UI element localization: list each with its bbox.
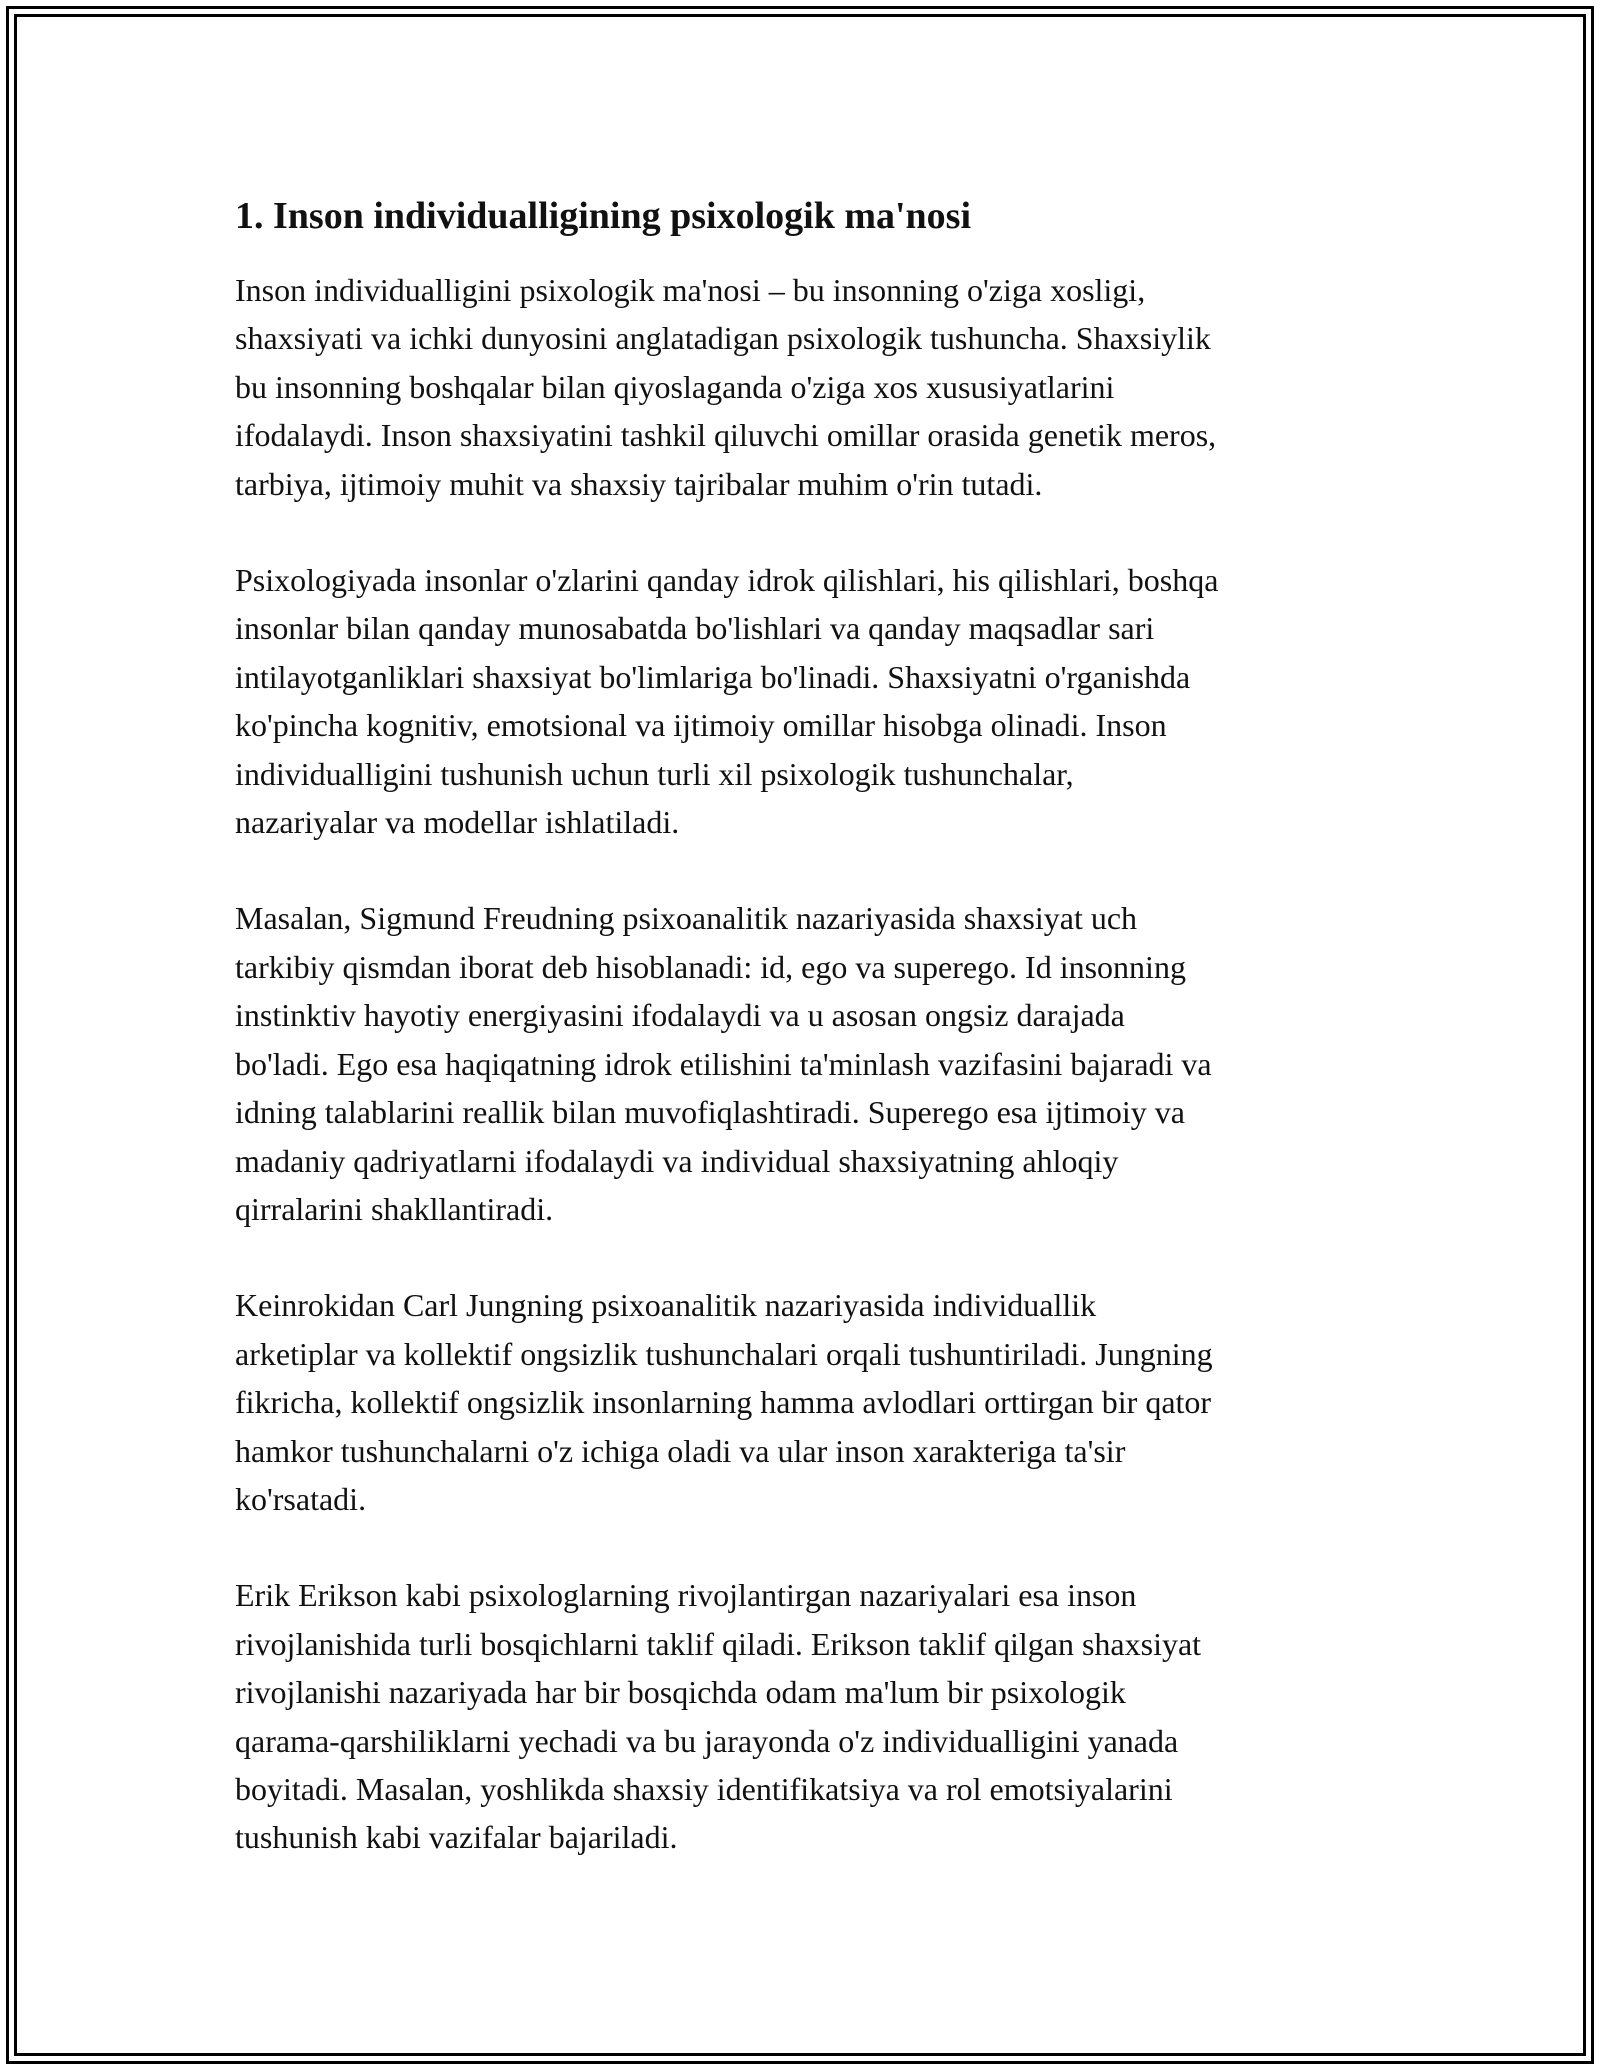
paragraph-erikson-theory: Erik Erikson kabi psixologlarning rivojlantirgan nazariyalari esa inson rivojlanishida turli bosqichlarni taklif qiladi. Erikson taklif qilgan shaxsiyat rivojlanishi nazariyada har bir bosqichda odam ma'lum bir psixologik qarama-qarshiliklarni yechadi va bu jarayonda o'z individualligini yanada boyitadi. Masalan, yoshlikda shaxsiy identifikatsiya va rol emotsiyalarini tushunish kabi vazifalar bajariladi. (235, 1577, 1202, 1856)
section-heading: 1. Inson individualligining psixologik ma'nosi (235, 195, 972, 237)
paragraph-psychology-perception: Psixologiyada insonlar o'zlarini qanday idrok qilishlari, his qilishlari, boshqa insonlar bilan qanday munosabatda bo'lishlari va qanday maqsadlar sari intilayotganliklari shaxsiyat bo'limlariga bo'linadi. Shaxsiyatni o'rganishda ko'pincha kognitiv, emotsional va ijtimoiy omillar hisobga olinadi. Inson individualligini tushunish uchun turli xil psixologik tushunchalar, nazariyalar va modellar ishlatiladi. (235, 562, 1219, 841)
paragraph-jung-theory: Keinrokidan Carl Jungning psixoanalitik nazariyasida individuallik arketiplar va kollektif ongsizlik tushunchalari orqali tushuntiriladi. Jungning fikricha, kollektif ongsizlik insonlarning hamma avlodlari orttirgan bir qator hamkor tushunchalarni o'z ichiga oladi va ular inson xarakteriga ta'sir ko'rsatadi. (235, 1287, 1213, 1517)
paragraph-individuality-definition: Inson individualligini psixologik ma'nosi – bu insonning o'ziga xosligi, shaxsiyati va ichki dunyosini anglatadigan psixologik tushuncha. Shaxsiylik bu insonning boshqalar bilan qiyoslaganda o'ziga xos xususiyatlarini ifodalaydi. Inson shaxsiyatini tashkil qiluvchi omillar orasida genetik meros, tarbiya, ijtimoiy muhit va shaxsiy tajribalar muhim o'rin tutadi. (235, 272, 1217, 502)
paragraph-freud-theory: Masalan, Sigmund Freudning psixoanalitik nazariyasida shaxsiyat uch tarkibiy qismdan iborat deb hisoblanadi: id, ego va superego. Id insonning instinktiv hayotiy energiyasini ifodalaydi va u asosan ongsiz darajada bo'ladi. Ego esa haqiqatning idrok etilishini ta'minlash vazifasini bajaradi va idning talablarini reallik bilan muvofiqlashtiradi. Superego esa ijtimoiy va madaniy qadriyatlarni ifodalaydi va individual shaxsiyatning ahloqiy qirralarini shakllantiradi. (235, 900, 1212, 1227)
document-body (235, 188, 1375, 1910)
